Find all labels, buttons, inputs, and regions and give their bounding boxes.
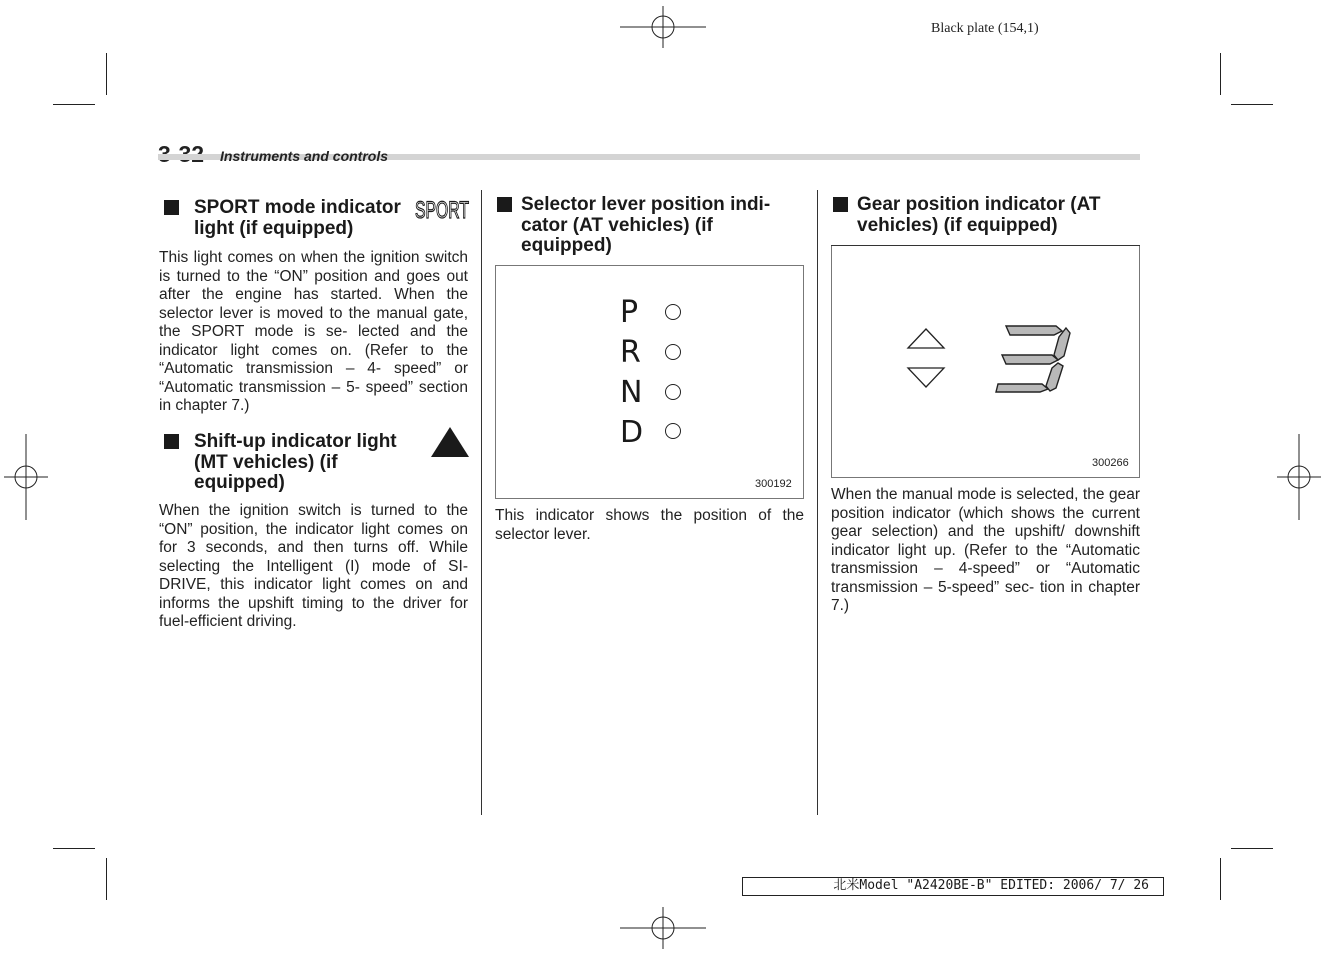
selector-section-heading	[497, 194, 803, 258]
shiftup-body-text: When the ignition switch is turned to the “ON” position, the indicator light comes on for 3 seconds, and then turns off. While selecting the Intelligent (I) mode of SI- DRIVE, this indicator light comes on and informs the upshift timing to the driver for fuel-efficient driving.	[159, 502, 468, 630]
square-bullet-icon	[164, 200, 179, 215]
plate-text: Black plate (154,1)	[931, 21, 1039, 36]
selector-heading-line2: cator (AT vehicles) (if	[521, 215, 713, 236]
figure-id: 300266	[1092, 457, 1129, 469]
gear-letter-d: D	[620, 415, 644, 450]
chapter-title: Instruments and controls	[220, 148, 389, 164]
seven-segment-digit-3-icon	[996, 324, 1074, 394]
square-bullet-icon	[833, 197, 848, 212]
edition-footer: 北米Model "A2420BE-B" EDITED: 2006/ 7/ 26	[742, 877, 1164, 896]
shiftup-heading-line3: equipped)	[194, 472, 285, 493]
upshift-arrow-icon	[906, 328, 946, 350]
gear-letter-r: R	[620, 335, 641, 370]
selector-position-figure	[495, 265, 804, 499]
gear-heading-line1: Gear position indicator (AT	[857, 194, 1101, 215]
sport-icon-label: SPORT	[415, 197, 470, 224]
gear-letter-n: N	[620, 375, 643, 410]
registration-target-icon	[4, 434, 48, 520]
downshift-arrow-icon	[906, 366, 946, 388]
shiftup-section-heading	[164, 431, 426, 495]
selector-heading-line3: equipped)	[521, 235, 612, 256]
indicator-circle-icon	[665, 304, 681, 320]
indicator-circle-icon	[665, 423, 681, 439]
indicator-circle-icon	[665, 384, 681, 400]
figure-id: 300192	[755, 478, 792, 490]
sport-body-text: This light comes on when the ignition switch is turned to the “ON” position and goes out after the engine has started. When the selector lever is moved to the manual gate, the SPORT mode is se- lected and the indicator light comes on. (Refer to the “Automatic transmission – 4- speed” or “Automatic transmission – 5- speed” section in chapter 7.)	[159, 249, 468, 414]
column-divider	[817, 190, 818, 815]
gear-section-heading	[833, 194, 1139, 238]
gear-letter-p: P	[620, 295, 639, 330]
sport-heading-line2: light (if equipped)	[194, 218, 354, 239]
selector-body-text: This indicator shows the position of the selector lever.	[495, 507, 804, 543]
gear-body-text: When the manual mode is selected, the gear position indicator (which shows the current gear selection) and the upshift/ downshift indicator light up. (Refer to the “Automatic transmission – 4-speed” or “Automatic transmission – 5-speed” sec- tion in chapter 7.)	[831, 486, 1140, 614]
square-bullet-icon	[497, 197, 512, 212]
selector-heading-line1: Selector lever position indi-	[521, 194, 771, 215]
shiftup-heading-line1: Shift-up indicator light	[194, 431, 397, 452]
gear-heading-line2: vehicles) (if equipped)	[857, 215, 1058, 236]
registration-target-icon	[1277, 434, 1321, 520]
column-divider	[481, 190, 482, 815]
registration-target-icon	[620, 6, 706, 48]
triangle-up-icon	[430, 426, 470, 458]
registration-target-icon	[620, 907, 706, 949]
gear-position-figure	[831, 246, 1140, 478]
sport-heading-line1: SPORT mode indicator	[194, 197, 401, 218]
sport-indicator-icon	[414, 196, 470, 222]
indicator-circle-icon	[665, 344, 681, 360]
shiftup-heading-line2: (MT vehicles) (if	[194, 452, 338, 473]
square-bullet-icon	[164, 434, 179, 449]
